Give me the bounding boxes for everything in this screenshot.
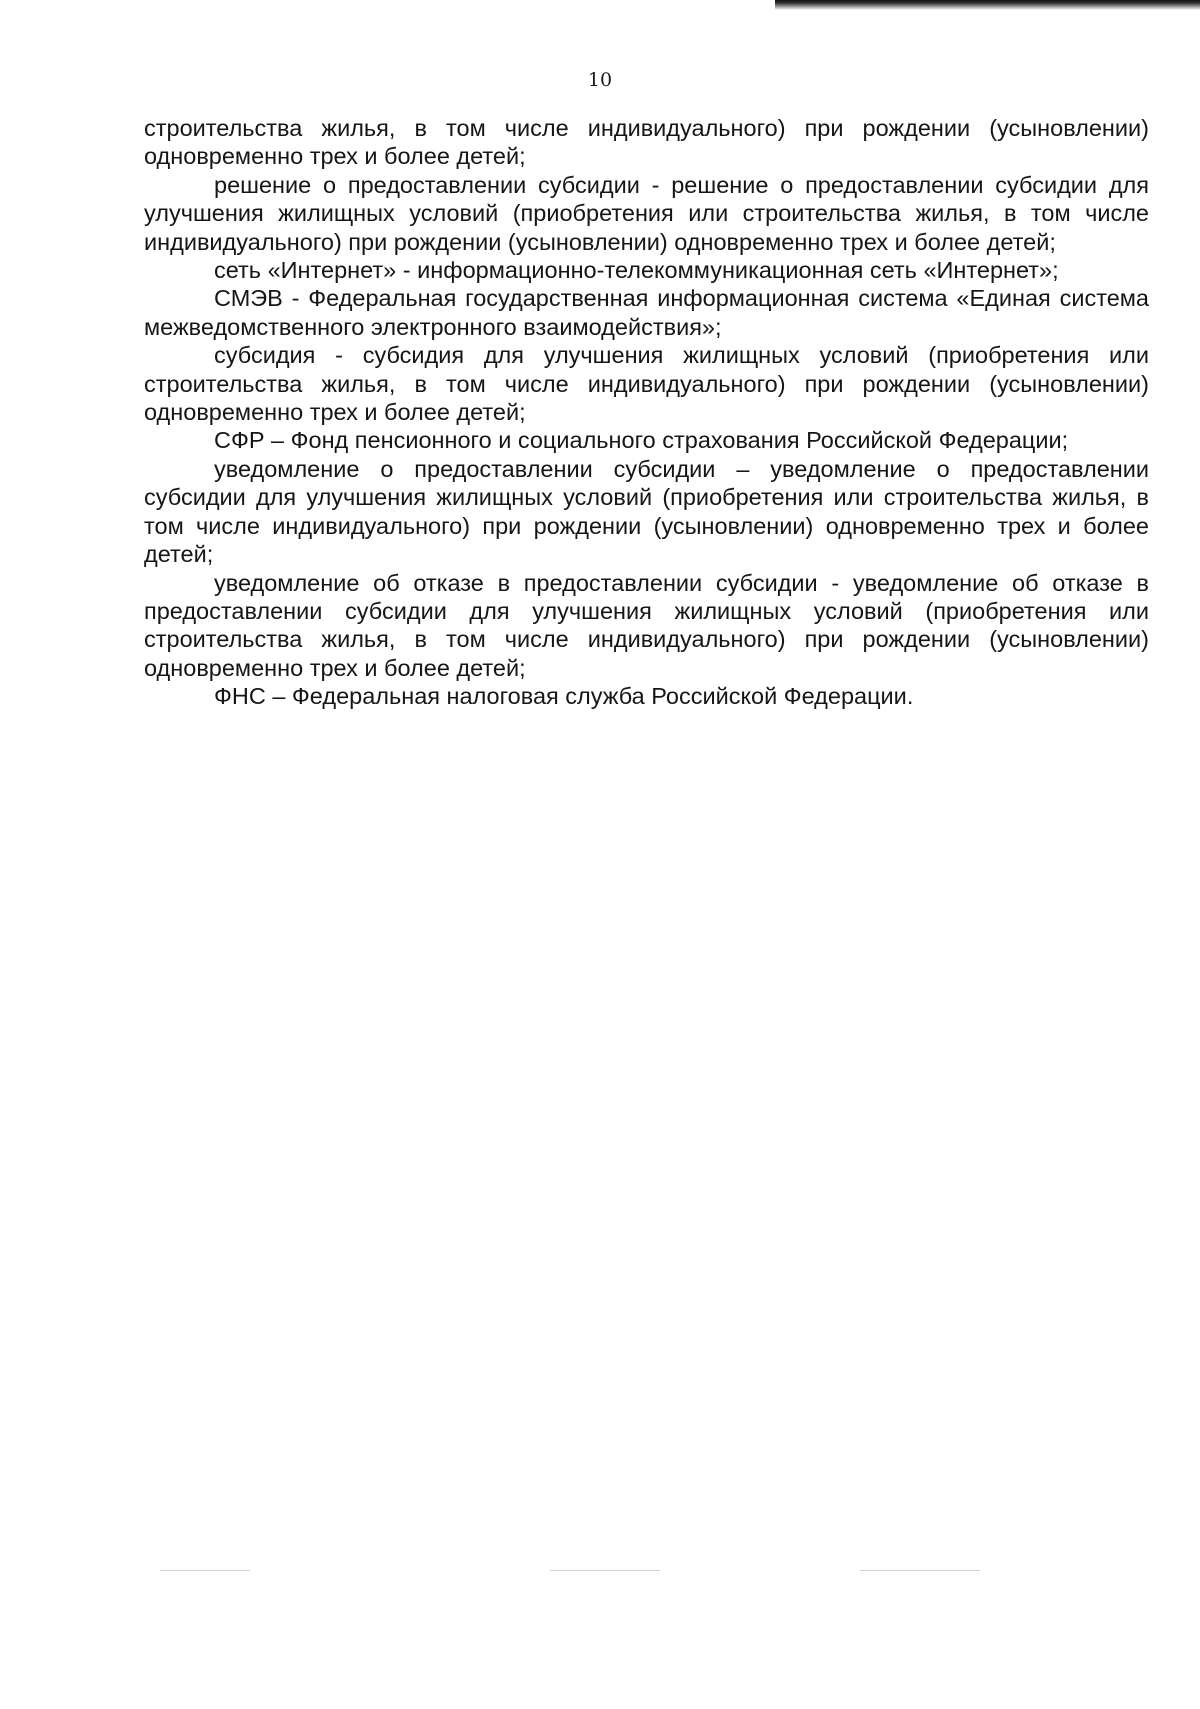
definition-internet: сеть «Интернет» - информационно-телекоммуникационная сеть «Интернет»; <box>214 257 1059 284</box>
scan-specks <box>160 1568 1040 1574</box>
page-number: 10 <box>587 69 613 91</box>
document-body <box>144 114 1149 711</box>
scan-speck <box>160 1570 250 1571</box>
definition-fns: ФНС – Федеральная налоговая служба Российской Федерации. <box>214 683 914 710</box>
paragraph-continuation: строительства жилья, в том числе индивидуального) при рождении (усыновлении) одновременно трех и более детей; <box>144 115 1149 170</box>
scan-speck <box>860 1570 980 1571</box>
scan-edge-shadow <box>775 0 1200 10</box>
definition-grant-notice: уведомление о предоставлении субсидии – уведомление о предоставлении субсидии для улучшения жилищных условий (приобретения или строительства жилья, в том числе индивидуального) при рождении (усыновлении) одновременно трех и более детей; <box>144 455 1149 568</box>
definition-sfr: СФР – Фонд пенсионного и социального страхования Российской Федерации; <box>214 427 1069 454</box>
definition-smev: СМЭВ - Федеральная государственная информационная система «Единая система межведомственного электронного взаимодействия»; <box>144 285 1149 340</box>
definition-subsidy-decision: решение о предоставлении субсидии - решение о предоставлении субсидии для улучшения жилищных условий (приобретения или строительства жилья, в том числе индивидуального) при рождении (усыновлении) одновременно трех и более детей; <box>144 171 1149 255</box>
scan-speck <box>550 1570 660 1571</box>
definition-refusal-notice: уведомление об отказе в предоставлении субсидии - уведомление об отказе в предоставлении субсидии для улучшения жилищных условий (приобретения или строительства жилья, в том числе индивидуального) при рождении (усыновлении) одновременно трех и более детей; <box>144 569 1149 681</box>
definition-subsidy: субсидия - субсидия для улучшения жилищных условий (приобретения или строительства жилья, в том числе индивидуального) при рождении (усыновлении) одновременно трех и более детей; <box>144 342 1149 426</box>
